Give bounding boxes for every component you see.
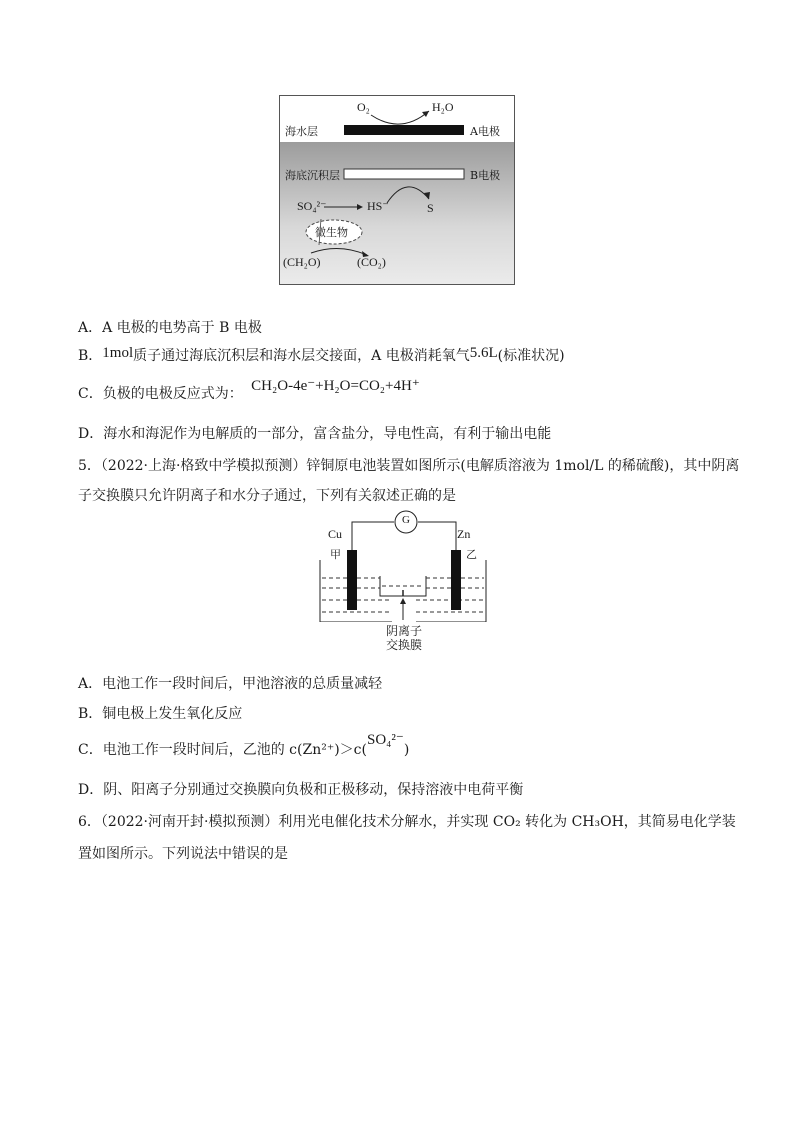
figure-zn-cu-cell [316, 510, 491, 622]
q4-option-b-text: 质子通过海底沉积层和海水层交接面，A 电极消耗氧气 [133, 348, 470, 364]
label-co2: (CO₂) [357, 255, 386, 269]
q4-option-c-formula: CH₂O-4e⁻+H₂O=CO₂+4H⁺ [251, 378, 420, 394]
q4-option-a: A．A 电极的电势高于 B 电极 [78, 320, 262, 336]
electrode-b-bar [344, 169, 464, 179]
label-electrode-b: B电极 [470, 169, 501, 182]
label-s: S [427, 201, 434, 215]
figure-seabed-fuel-cell [279, 95, 515, 285]
label-microbe: 微生物 [315, 226, 348, 239]
q5-stem-line2: 子交换膜只允许阴离子和水分子通过，下列有关叙述正确的是 [78, 488, 456, 504]
q6-stem-line2: 置如图所示。下列说法中错误的是 [78, 846, 288, 862]
q5-stem-line1: 5．（2022·上海·格致中学模拟预测）锌铜原电池装置如图所示(电解质溶液为 1mol/L 的稀硫酸)，其中阴离 [78, 458, 740, 474]
cu-electrode-bar [347, 550, 357, 610]
label-jia: 甲 [330, 548, 341, 561]
label-sediment-layer: 海底沉积层 [285, 169, 340, 182]
q5-option-a: A．电池工作一段时间后，甲池溶液的总质量减轻 [78, 676, 383, 692]
q6-stem-line1: 6．（2022·河南开封·模拟预测）利用光电催化技术分解水，并实现 CO₂ 转化为 CH₃OH，其简易电化学装 [78, 814, 736, 830]
label-hs: HS⁻ [367, 199, 389, 213]
q5-option-c [78, 732, 410, 760]
label-zn: Zn [457, 527, 471, 541]
q4-option-c [78, 378, 420, 404]
label-seawater-layer: 海水层 [285, 125, 318, 138]
label-membrane-line1: 阴离子 [386, 624, 423, 638]
label-yi: 乙 [466, 548, 477, 561]
label-o2: O₂ [357, 100, 370, 114]
q5-option-c-prefix: C．电池工作一段时间后，乙池的 c(Zn²⁺)＞c( [78, 742, 367, 758]
electrode-a-bar [344, 125, 464, 135]
label-membrane-line2: 交换膜 [386, 638, 423, 652]
label-ch2o: (CH₂O) [283, 255, 321, 269]
label-so4: SO₄²⁻ [297, 199, 327, 213]
q5-option-c-suffix: ) [403, 742, 410, 758]
q5-option-c-so4: SO₄²⁻ [366, 732, 404, 748]
q4-option-b-volume: 5.6L [469, 345, 498, 361]
zn-electrode-bar [451, 550, 461, 610]
q4-option-c-prefix: C．负极的电极反应式为： [78, 386, 243, 402]
label-galvanometer: G [402, 514, 410, 526]
q4-option-b-prefix: B． [78, 348, 103, 364]
q4-option-b-mol: 1mol [102, 345, 134, 361]
q4-option-b [78, 346, 565, 366]
label-h2o: H₂O [432, 100, 454, 114]
label-electrode-a: A电极 [470, 125, 500, 138]
q5-option-d: D．阴、阳离子分别通过交换膜向负极和正极移动，保持溶液中电荷平衡 [78, 782, 524, 798]
q4-option-b-suffix: (标准状况) [497, 348, 565, 364]
label-cu: Cu [328, 527, 343, 541]
q5-option-b: B．铜电极上发生氧化反应 [78, 706, 243, 722]
q4-option-d: D．海水和海泥作为电解质的一部分，富含盐分，导电性高，有利于输出电能 [78, 426, 552, 442]
